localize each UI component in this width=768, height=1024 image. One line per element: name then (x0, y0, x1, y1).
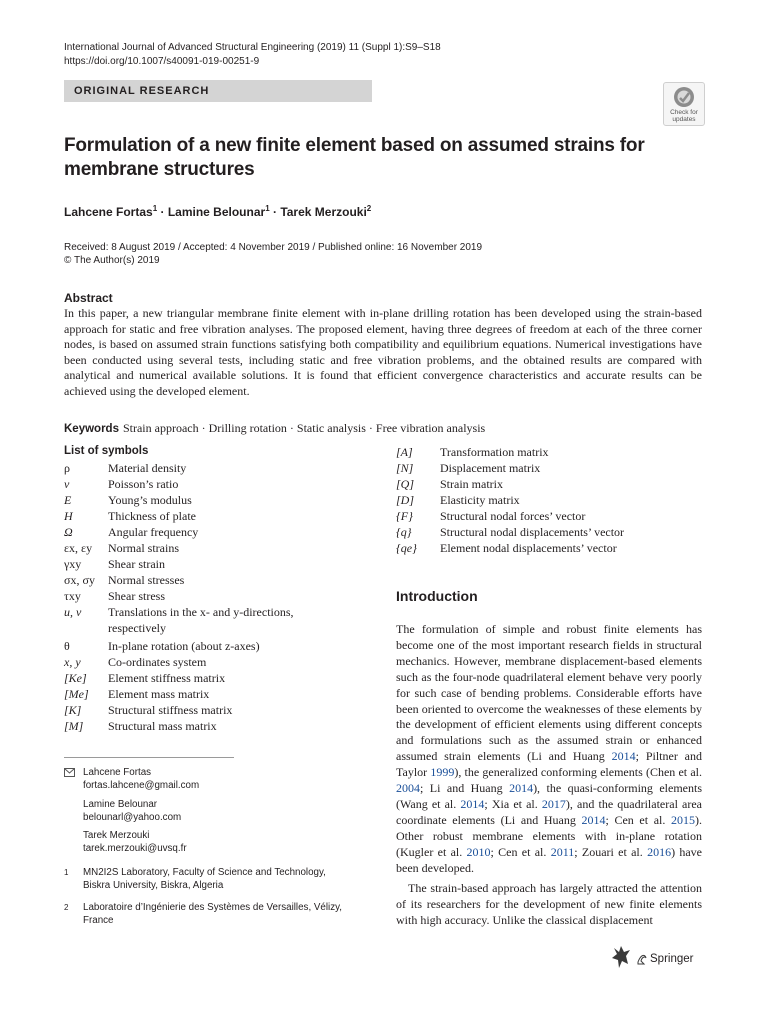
springer-horse-icon (610, 944, 632, 970)
citation-link[interactable]: 2014 (611, 749, 636, 764)
citation-link[interactable]: 1999 (430, 765, 455, 780)
symbol-key: [K] (64, 703, 82, 717)
symbol-desc: Structural nodal forces’ vector (440, 509, 586, 523)
symbol-desc: Element nodal displacements’ vector (440, 541, 617, 555)
author-name[interactable]: Tarek Merzouki (280, 205, 367, 219)
symbols-heading: List of symbols (64, 445, 149, 457)
footnote-email[interactable]: fortas.lahcene@gmail.com (83, 779, 200, 791)
symbol-key: ρ (64, 461, 70, 475)
symbol-desc: Young’s modulus (108, 493, 192, 507)
symbol-key: x, y (64, 655, 81, 669)
corresponding-author (83, 767, 199, 792)
symbol-desc: Thickness of plate (108, 509, 196, 523)
symbol-desc: Element stiffness matrix (108, 671, 226, 685)
text-run: ). Other robust membrane elements with in-plane rotation (Kugler et al. (396, 812, 703, 859)
citation-link[interactable]: 2017 (541, 796, 566, 811)
envelope-icon (64, 768, 75, 777)
journal-citation: International Journal of Advanced Structural Engineering (2019) 11 (Suppl 1):S9–S18 (64, 42, 441, 53)
publisher-name: Springer (650, 953, 694, 965)
author-separator: · (157, 205, 168, 219)
introduction-paragraph-1 (396, 622, 702, 877)
citation-link[interactable]: 2014 (509, 781, 534, 796)
symbol-desc: Shear stress (108, 589, 165, 603)
text-run: The formulation of simple and robust finite elements has become one of the most important research fields in structural mechanics. However, membrane displacement-based elements such as the four-node quadrilateral element behave very poorly for such case of bending problems. Considerable efforts have been oriented to overcome the weaknesses of these elements by the development of efficient elements using different concepts and formulations such as the assumed strain or enhanced assumed strain elements (Li and Huang (396, 622, 702, 764)
affiliation-number: 1 (64, 868, 69, 877)
affiliation-sup: 1 (152, 204, 158, 213)
footnote-divider (64, 757, 234, 758)
text-run: ; Zouari et al. (574, 844, 648, 859)
paper-title: Formulation of a new finite element based on assumed strains for membrane structures (64, 135, 645, 180)
symbol-key: [Ke] (64, 671, 87, 685)
publication-dates: Received: 8 August 2019 / Accepted: 4 November 2019 / Published online: 16 November 2019 (64, 242, 483, 253)
symbol-key: εx, εy (64, 541, 93, 555)
author-name[interactable]: Lamine Belounar (167, 205, 266, 219)
symbol-key: [N] (396, 461, 414, 475)
symbol-desc: Strain matrix (440, 477, 503, 491)
copyright: © The Author(s) 2019 (64, 255, 160, 266)
affiliation-sup: 1 (265, 204, 270, 213)
symbol-desc: Structural stiffness matrix (108, 703, 233, 717)
symbol-key: {qe} (396, 541, 417, 555)
symbol-key: [D] (396, 493, 415, 507)
check-for-updates-badge[interactable] (663, 82, 705, 126)
introduction-heading: Introduction (396, 588, 478, 604)
author-list (64, 204, 371, 219)
symbol-key: γxy (64, 557, 82, 571)
introduction-paragraph-2: The strain-based approach has largely attracted the attention of its researchers for the development of new finite elements with high accuracy. Unlike the classical displacement (396, 881, 702, 927)
symbol-key: ν (64, 477, 70, 491)
symbol-key: [Q] (396, 477, 415, 491)
symbol-key: Ω (64, 525, 73, 539)
symbol-desc: Transformation matrix (440, 445, 549, 459)
affiliation-line: MN2I2S Laboratory, Faculty of Science and Technology, (83, 867, 326, 878)
symbol-desc: Poisson’s ratio (108, 477, 179, 491)
citation-link[interactable]: 2011 (550, 844, 575, 859)
springer-mark-icon (636, 952, 648, 966)
text-run: ; Cen et al. (490, 844, 551, 859)
abstract-heading: Abstract (64, 291, 113, 305)
footnote-email[interactable]: tarek.merzouki@uvsq.fr (83, 842, 187, 854)
symbol-key: [A] (396, 445, 413, 459)
footnote-email[interactable]: belounarl@yahoo.com (83, 811, 182, 823)
symbol-desc: Structural mass matrix (108, 719, 217, 733)
text-run: ; Li and Huang (420, 781, 510, 796)
citation-link[interactable]: 2014 (581, 812, 606, 827)
symbol-desc: In-plane rotation (about z-axes) (108, 639, 260, 653)
text-run: ; Cen et al. (605, 812, 672, 827)
text-run: ) have been developed. (396, 844, 703, 875)
abstract-text: In this paper, a new triangular membrane finite element with in-plane drilling rotation has been developed using the strain-based approach for static and free vibration analyses. The proposed element, having three degrees of freedom at each of the three corner nodes, is based on assumed strain functions satisfying both compatibility and equilibrium equations. Numerical investigations have been conducted using several tests, including static and free vibration problems, and the obtained results are compared with analytical and numerical available solutions. It is found that efficient convergence characteristics and accurate results can be achieved using the developed element. (64, 306, 702, 398)
symbol-desc: Angular frequency (108, 525, 199, 539)
symbol-key: [Me] (64, 687, 89, 701)
symbol-desc: Elasticity matrix (440, 493, 520, 507)
text-run: ; Piltner and Taylor (396, 749, 702, 780)
symbol-desc: Element mass matrix (108, 687, 210, 701)
badge-label-line1: Check for (670, 109, 698, 116)
keywords-text: Strain approach · Drilling rotation · Static analysis · Free vibration analysis (122, 421, 486, 435)
citation-link[interactable]: 2010 (466, 844, 491, 859)
affiliation-line: Biskra University, Biskra, Algeria (83, 879, 224, 891)
symbol-desc: Translations in the x- and y-directions, respectively (108, 605, 294, 635)
affiliation-line: Laboratoire d’Ingénierie des Systèmes de Versailles, Vélizy, (83, 902, 343, 913)
symbol-key: H (64, 509, 73, 523)
text-run: ; Xia et al. (484, 796, 542, 811)
text-run: ), the quasi-conforming elements (Wang et al. (396, 781, 702, 811)
footnote-author-name: Tarek Merzouki (83, 830, 150, 841)
symbol-key: u, v (64, 605, 82, 619)
author-separator: · (269, 205, 281, 219)
symbol-key: τxy (64, 589, 81, 603)
symbol-key: E (64, 493, 72, 507)
citation-link[interactable]: 2016 (647, 844, 672, 859)
footnote-author (83, 799, 181, 824)
springer-logo (610, 944, 632, 970)
citation-link[interactable]: 2004 (396, 781, 420, 796)
text-run: ), the generalized conforming elements (Chen et al. (454, 765, 703, 780)
symbol-key: {F} (396, 509, 413, 523)
symbol-desc: Co-ordinates system (108, 655, 207, 669)
citation-link[interactable]: 2015 (671, 812, 696, 827)
symbol-key: [M] (64, 719, 84, 733)
symbol-key: θ (64, 639, 70, 653)
symbol-key: σx, σy (64, 573, 95, 587)
footnote-author-name: Lamine Belounar (83, 799, 158, 810)
section-banner: ORIGINAL RESEARCH (64, 80, 372, 102)
affiliation-2 (64, 902, 342, 927)
author-name[interactable]: Lahcene Fortas (64, 205, 153, 219)
affiliation-line: France (83, 914, 114, 926)
keywords-label: Keywords (64, 423, 119, 435)
badge-label-line2: updates (672, 116, 696, 123)
affiliation-1 (64, 867, 326, 892)
symbol-desc: Shear strain (108, 557, 165, 571)
doi-link[interactable]: https://doi.org/10.1007/s40091-019-00251-9 (64, 56, 260, 67)
keywords (64, 421, 704, 436)
symbol-desc: Displacement matrix (440, 461, 541, 475)
affiliation-sup: 2 (366, 204, 372, 213)
footnote-author-name: Lahcene Fortas (83, 767, 152, 778)
symbol-desc: Material density (108, 461, 187, 475)
symbol-desc: Normal strains (108, 541, 179, 555)
affiliation-number: 2 (64, 903, 69, 912)
footnote-author (83, 830, 187, 855)
symbol-desc: Normal stresses (108, 573, 185, 587)
check-updates-icon (673, 86, 695, 108)
citation-link[interactable]: 2014 (460, 796, 485, 811)
symbol-desc: Structural nodal displacements’ vector (440, 525, 625, 539)
text-run: ), and the quadrilateral area coordinate elements (Li and Huang (396, 796, 703, 827)
symbol-key: {q} (396, 525, 412, 539)
